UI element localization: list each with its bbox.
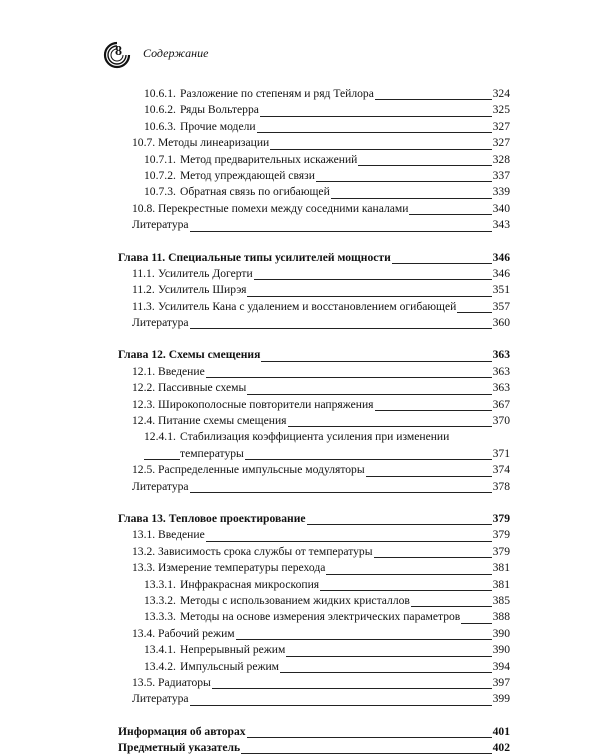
toc-page-number: 402 bbox=[492, 741, 510, 755]
toc-entry-text: Непрерывный режим bbox=[180, 643, 286, 657]
toc-entry-number: 12.2. bbox=[132, 381, 156, 395]
toc-entry-text: Метод предварительных искажений bbox=[180, 152, 358, 166]
toc-entry-title bbox=[118, 724, 247, 740]
toc-entry[interactable] bbox=[118, 168, 510, 184]
toc-entry-title bbox=[144, 152, 358, 168]
toc-entry-text: Методы линеаризации bbox=[158, 136, 270, 150]
toc-entry-title bbox=[144, 577, 320, 593]
toc-entry-number: 10.7. bbox=[132, 136, 156, 150]
toc-chapter-entry[interactable] bbox=[118, 511, 510, 527]
toc-entry-title bbox=[144, 119, 257, 135]
toc-entry[interactable] bbox=[118, 217, 510, 233]
toc-entry[interactable] bbox=[118, 446, 510, 462]
toc-page-number: 367 bbox=[492, 397, 510, 411]
toc-entry-number: 10.7.1. bbox=[144, 152, 176, 166]
toc-page-number: 363 bbox=[492, 381, 510, 395]
toc-entry-text: Литература bbox=[132, 218, 189, 232]
toc-entry-text: Импульсный режим bbox=[180, 659, 280, 673]
toc-entry[interactable] bbox=[118, 462, 510, 478]
toc-entry[interactable] bbox=[118, 86, 510, 102]
toc-entry-number: 11.3. bbox=[132, 299, 155, 313]
toc-page-number: 379 bbox=[492, 544, 510, 558]
toc-entry-text: Методы на основе измерения электрических параметров bbox=[180, 610, 461, 624]
toc-entry-title bbox=[132, 282, 247, 298]
toc-entry-title bbox=[132, 201, 409, 217]
toc-entry-number: 12.3. bbox=[132, 397, 156, 411]
toc-page-number: 390 bbox=[492, 643, 510, 657]
toc-entry-title bbox=[144, 593, 411, 609]
toc-entry-number: 11.2. bbox=[132, 283, 155, 297]
toc-entry-text: Метод упреждающей связи bbox=[180, 168, 315, 182]
toc-entry-title bbox=[118, 511, 307, 527]
toc-entry-title bbox=[144, 642, 286, 658]
toc-entry-number: 12.4.1. bbox=[144, 430, 176, 444]
toc-entry[interactable] bbox=[118, 397, 510, 413]
toc-page-number: 339 bbox=[492, 185, 510, 199]
toc-entry-text: Информация об авторах bbox=[118, 724, 246, 738]
toc-entry-text: Радиаторы bbox=[158, 675, 211, 689]
toc-entry-number: 13.4. bbox=[132, 626, 156, 640]
toc-entry-text: Разложение по степеням и ряд Тейлора bbox=[180, 87, 374, 100]
toc-entry-number: 13.3. bbox=[132, 561, 156, 575]
toc-entry-text: Ряды Вольтерра bbox=[180, 103, 259, 117]
toc-page-number: 379 bbox=[492, 528, 510, 542]
toc-entry-text: Методы с использованием жидких кристаллов bbox=[180, 593, 410, 607]
toc-entry[interactable] bbox=[118, 266, 510, 282]
toc-entry-text: Зависимость срока службы от температуры bbox=[158, 544, 373, 558]
toc-entry-title bbox=[118, 250, 392, 266]
toc-entry-title bbox=[144, 184, 331, 200]
running-title: Содержание bbox=[143, 46, 209, 60]
toc-entry-title bbox=[132, 299, 457, 315]
toc-page-number: 343 bbox=[492, 218, 510, 232]
toc-entry-text: Распределенные импульсные модуляторы bbox=[158, 463, 365, 477]
toc-page-number: 346 bbox=[492, 250, 510, 264]
toc-page-number: 381 bbox=[492, 577, 510, 591]
toc-page-number: 374 bbox=[492, 463, 510, 477]
toc-page-number: 397 bbox=[492, 675, 510, 689]
toc-page-number: 379 bbox=[492, 511, 510, 525]
section-gap bbox=[118, 708, 510, 724]
toc-entry[interactable] bbox=[118, 119, 510, 135]
table-of-contents bbox=[118, 86, 510, 756]
toc-entry-number: 10.6.1. bbox=[144, 87, 176, 100]
toc-entry-text: Литература bbox=[132, 479, 189, 493]
toc-entry-title bbox=[132, 691, 190, 707]
page-number: 8 bbox=[115, 44, 122, 59]
toc-page-number: 390 bbox=[492, 626, 510, 640]
toc-entry[interactable] bbox=[118, 675, 510, 691]
toc-page-number: 328 bbox=[492, 152, 510, 166]
toc-page-number: 399 bbox=[492, 692, 510, 706]
toc-entry-title bbox=[132, 675, 212, 691]
toc-page-number: 324 bbox=[492, 87, 510, 100]
toc-entry-title bbox=[118, 347, 261, 363]
toc-entry-title bbox=[132, 626, 236, 642]
toc-entry-text: Усилитель Кана с удалением и восстановлением огибающей bbox=[158, 299, 457, 313]
toc-entry-number: 11.1. bbox=[132, 266, 155, 280]
toc-entry-title bbox=[132, 380, 247, 396]
toc-entry-text: Питание схемы смещения bbox=[158, 414, 287, 428]
toc-entry-number: 10.7.3. bbox=[144, 185, 176, 199]
toc-page-number: 346 bbox=[492, 266, 510, 280]
toc-entry-title bbox=[132, 217, 190, 233]
toc-page-number: 363 bbox=[492, 348, 510, 362]
toc-entry-text: Пассивные схемы bbox=[158, 381, 247, 395]
toc-entry-title bbox=[144, 86, 375, 102]
toc-entry-title bbox=[132, 462, 366, 478]
toc-entry-text: Усилитель Ширэя bbox=[158, 283, 247, 297]
toc-entry-number: 13.3.1. bbox=[144, 577, 176, 591]
toc-page-number: 351 bbox=[492, 283, 510, 297]
toc-page-number: 394 bbox=[492, 659, 510, 673]
toc-entry-number: 12.5. bbox=[132, 463, 156, 477]
toc-entry-number: 13.4.1. bbox=[144, 643, 176, 657]
toc-entry-title bbox=[144, 168, 316, 184]
toc-page-number: 357 bbox=[492, 299, 510, 313]
toc-entry-text: Стабилизация коэффициента усиления при изменении bbox=[180, 430, 450, 444]
toc-entry-text: Усилитель Догерти bbox=[158, 266, 253, 280]
toc-entry-title bbox=[132, 266, 254, 282]
toc-entry-title bbox=[132, 544, 374, 560]
toc-entry-number: 13.3.2. bbox=[144, 593, 176, 607]
toc-entry-text: Рабочий режим bbox=[158, 626, 235, 640]
toc-page-number: 363 bbox=[492, 364, 510, 378]
toc-entry[interactable] bbox=[118, 609, 510, 625]
toc-entry[interactable] bbox=[118, 364, 510, 380]
toc-entry[interactable] bbox=[118, 413, 510, 429]
toc-entry-number: 13.2. bbox=[132, 544, 156, 558]
page-header bbox=[0, 36, 600, 72]
toc-chapter-entry[interactable] bbox=[118, 347, 510, 363]
toc-entry[interactable] bbox=[118, 135, 510, 151]
toc-entry-text: Обратная связь по огибающей bbox=[180, 185, 330, 199]
toc-entry[interactable] bbox=[118, 315, 510, 331]
section-gap bbox=[118, 331, 510, 347]
section-gap bbox=[118, 495, 510, 511]
toc-entry-title bbox=[144, 102, 260, 118]
toc-entry-title bbox=[144, 429, 450, 445]
toc-entry-title bbox=[132, 315, 190, 331]
toc-entry-title bbox=[132, 364, 206, 380]
toc-entry-number: 10.6.3. bbox=[144, 119, 176, 133]
toc-entry-text: Предметный указатель bbox=[118, 741, 241, 755]
toc-entry[interactable] bbox=[118, 642, 510, 658]
toc-entry[interactable] bbox=[118, 626, 510, 642]
toc-chapter-entry[interactable] bbox=[118, 250, 510, 266]
toc-entry[interactable] bbox=[118, 184, 510, 200]
toc-entry-text: Инфракрасная микроскопия bbox=[180, 577, 320, 591]
toc-entry-title bbox=[132, 527, 206, 543]
toc-entry-text: Введение bbox=[158, 528, 205, 542]
section-gap bbox=[118, 234, 510, 250]
toc-entry[interactable] bbox=[118, 282, 510, 298]
toc-entry-number: 10.7.2. bbox=[144, 168, 176, 182]
toc-entry-text: Введение bbox=[158, 364, 205, 378]
toc-entry[interactable] bbox=[118, 152, 510, 168]
toc-entry-number: 13.4.2. bbox=[144, 659, 176, 673]
toc-entry[interactable] bbox=[118, 102, 510, 118]
toc-chapter-entry[interactable] bbox=[118, 740, 510, 756]
toc-entry-number: 13.1. bbox=[132, 528, 156, 542]
toc-entry-number: 12.1. bbox=[132, 364, 156, 378]
toc-page-number: 360 bbox=[492, 316, 510, 330]
toc-entry[interactable] bbox=[118, 429, 510, 445]
toc-page-number: 370 bbox=[492, 414, 510, 428]
toc-entry-title bbox=[180, 446, 245, 462]
toc-chapter-entry[interactable] bbox=[118, 724, 510, 740]
toc-entry[interactable] bbox=[118, 560, 510, 576]
toc-entry-text: Глава 13. Тепловое проектирование bbox=[118, 511, 306, 525]
toc-entry-text: Широкополосные повторители напряжения bbox=[158, 397, 374, 411]
toc-entry-number: 13.3.3. bbox=[144, 610, 176, 624]
toc-page-number: 385 bbox=[492, 593, 510, 607]
toc-entry-title bbox=[132, 560, 326, 576]
toc-page-number: 340 bbox=[492, 201, 510, 215]
toc-entry-text: температуры bbox=[180, 446, 244, 460]
toc-entry[interactable] bbox=[118, 691, 510, 707]
toc-page-number: 371 bbox=[492, 446, 510, 460]
toc-entry-title bbox=[144, 659, 280, 675]
toc-entry-title bbox=[132, 135, 270, 151]
toc-page-number: 327 bbox=[492, 119, 510, 133]
toc-entry[interactable] bbox=[118, 544, 510, 560]
toc-entry-text: Литература bbox=[132, 692, 189, 706]
toc-entry-title bbox=[132, 397, 375, 413]
toc-entry-title bbox=[132, 479, 190, 495]
toc-entry-text: Литература bbox=[132, 316, 189, 330]
toc-entry-text: Измерение температуры перехода bbox=[158, 561, 326, 575]
toc-page-number: 337 bbox=[492, 168, 510, 182]
toc-page-number: 325 bbox=[492, 103, 510, 117]
toc-page-number: 401 bbox=[492, 724, 510, 738]
toc-page-number: 327 bbox=[492, 136, 510, 150]
toc-entry[interactable] bbox=[118, 299, 510, 315]
toc-page-number: 378 bbox=[492, 479, 510, 493]
toc-entry[interactable] bbox=[118, 479, 510, 495]
toc-entry-text: Глава 11. Специальные типы усилителей мощности bbox=[118, 250, 391, 264]
toc-entry-title bbox=[144, 609, 461, 625]
toc-entry[interactable] bbox=[118, 527, 510, 543]
toc-entry[interactable] bbox=[118, 593, 510, 609]
toc-entry-number: 10.8. bbox=[132, 201, 156, 215]
toc-entry[interactable] bbox=[118, 380, 510, 396]
toc-entry-text: Перекрестные помехи между соседними каналами bbox=[158, 201, 409, 215]
toc-entry-number: 10.6.2. bbox=[144, 103, 176, 117]
toc-entry[interactable] bbox=[118, 201, 510, 217]
toc-entry-number: 13.5. bbox=[132, 675, 156, 689]
toc-entry-text: Глава 12. Схемы смещения bbox=[118, 348, 261, 362]
toc-entry-number: 12.4. bbox=[132, 414, 156, 428]
toc-entry-title bbox=[118, 740, 241, 756]
toc-entry-text: Прочие модели bbox=[180, 119, 256, 133]
toc-entry[interactable] bbox=[118, 577, 510, 593]
toc-entry[interactable] bbox=[118, 659, 510, 675]
toc-entry-title bbox=[132, 413, 288, 429]
toc-page-number: 381 bbox=[492, 561, 510, 575]
toc-page-number: 388 bbox=[492, 610, 510, 624]
